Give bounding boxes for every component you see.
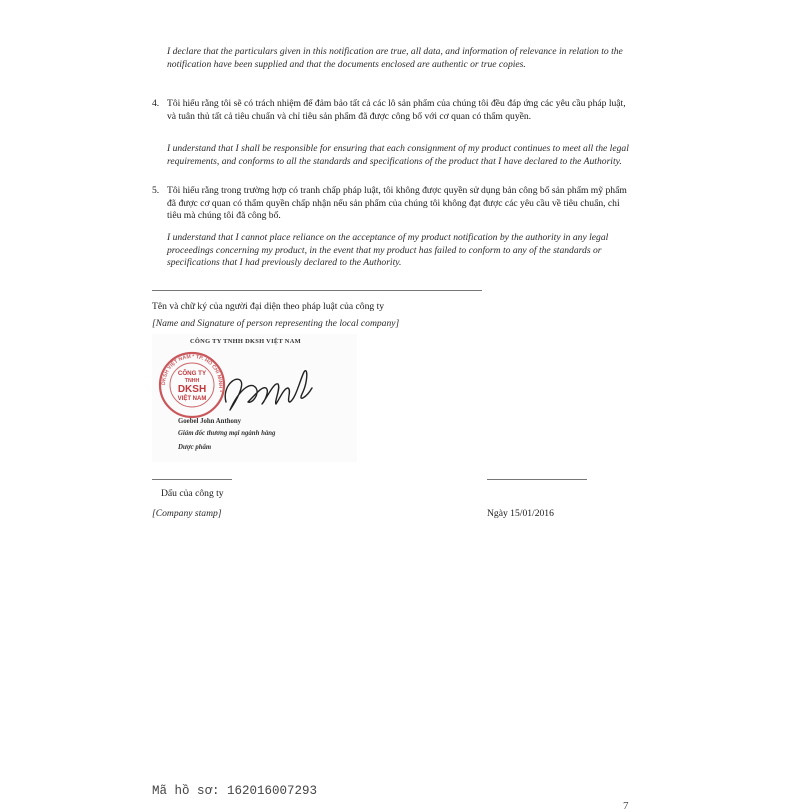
date-divider: [487, 479, 587, 480]
item-4-english: I understand that I shall be responsible for ensuring that each consignment of my product continues to meet all the legal requirements, and conforms to all the standards and specifications of the product that I have declared to the Authority.: [167, 143, 629, 167]
item-5-vietnamese: Tôi hiểu rằng trong trường hợp có tranh chấp pháp luật, tôi không được quyền sử dụng bản công bố sản phẩm mỹ phẩm đã được cơ quan có thẩm quyền chấp nhận nếu sản phẩm của chúng tôi không đạt được các yêu cầu về tiêu chuẩn, chỉ tiêu mà chúng tôi đã công bố.: [167, 185, 627, 222]
seal-ring-text: DKSH VIỆT NAM * TP. HỒ CHÍ MINH *: [160, 353, 224, 393]
signer-department: Dược phẩm: [178, 444, 212, 451]
seal-line-1: CÔNG TY: [177, 370, 207, 377]
stamp-label-en: [Company stamp]: [152, 508, 222, 519]
file-id: Mã hồ sơ: 162016007293: [152, 784, 318, 798]
signature-divider: [152, 290, 482, 291]
handwritten-signature: [212, 358, 322, 418]
date-text: Ngày 15/01/2016: [487, 508, 554, 519]
declaration-english: I declare that the particulars given in this notification are true, all data, and information of relevance in relation to the notification have been supplied and that the documents enclosed are authentic or true copies.: [167, 46, 623, 70]
signature-label-vi: Tên và chữ ký của người đại diện theo pháp luật của công ty: [152, 301, 385, 312]
page-number: 7: [623, 800, 629, 812]
signer-title: Giám đốc thương mại ngành hàng: [178, 430, 276, 437]
seal-line-4: VIỆT NAM: [177, 396, 207, 402]
stamp-divider: [152, 479, 232, 480]
signature-block: [152, 334, 357, 462]
item-5-english: I understand that I cannot place reliance on the acceptance of my product notification by the authority in any legal proceedings concerning my product, in the event that my product has failed to conform to any of the standards or specifications that I had previously declared to the Authority.: [167, 232, 609, 269]
seal-line-3: DKSH: [177, 384, 207, 395]
item-5-number: 5.: [152, 185, 160, 196]
seal-line-2: TNHH: [184, 378, 200, 384]
signature-label-en: [Name and Signature of person representing the local company]: [152, 318, 400, 329]
item-4: [152, 98, 635, 123]
item-4-number: 4.: [152, 98, 160, 109]
signer-name: Goebel John Anthony: [178, 418, 242, 425]
company-header-stamp: CÔNG TY TNHH DKSH VIỆT NAM: [190, 338, 301, 345]
item-5: [152, 185, 635, 223]
item-4-vietnamese: Tôi hiểu rằng tôi sẽ có trách nhiệm để đảm bảo tất cả các lô sản phẩm của chúng tôi đều đáp ứng các yêu cầu pháp luật, và tuân thủ tất cả tiêu chuẩn và chỉ tiêu sản phẩm đã được công bố với cơ quan có thẩm quyền.: [167, 98, 626, 122]
stamp-label-vi: Dấu của công ty: [161, 488, 224, 499]
